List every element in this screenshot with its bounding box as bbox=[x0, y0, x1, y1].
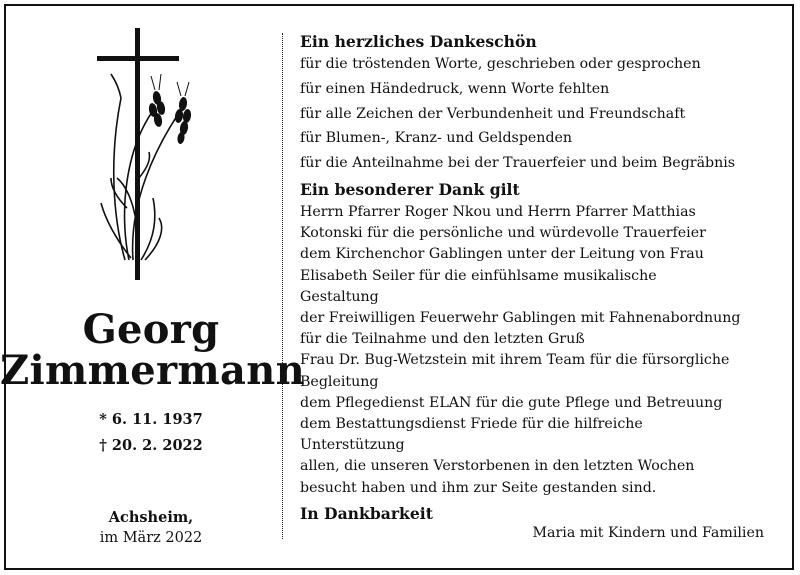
special-entry bbox=[300, 456, 770, 498]
special-thanks-list bbox=[300, 202, 770, 499]
thanks-line: für die tröstenden Worte, geschrieben oder gesprochen bbox=[300, 56, 701, 72]
life-dates bbox=[0, 407, 302, 459]
dotted-divider bbox=[282, 33, 284, 539]
special-entry bbox=[300, 202, 770, 244]
special-entry bbox=[300, 308, 770, 350]
death-date: † 20. 2. 2022 bbox=[99, 437, 203, 454]
entry-line: Begleitung bbox=[300, 373, 379, 390]
deceased-first-name: Georg bbox=[82, 306, 220, 353]
special-entry bbox=[300, 244, 770, 308]
entry-line: Frau Dr. Bug-Wetzstein mit ihrem Team für die fürsorgliche bbox=[300, 352, 730, 369]
place-city: Achsheim, bbox=[108, 509, 194, 526]
thanks-line: für alle Zeichen der Verbundenheit und Freundschaft bbox=[300, 105, 686, 122]
entry-line: Gestaltung bbox=[300, 288, 379, 305]
entry-line: Elisabeth Seiler für die einfühlsame musikalische bbox=[300, 267, 657, 284]
special-thanks-heading: Ein besonderer Dank gilt bbox=[300, 179, 520, 199]
entry-line: der Freiwilligen Feuerwehr Gablingen mit Fahnenabordnung bbox=[300, 310, 741, 326]
cross-with-wheat-icon bbox=[95, 28, 195, 280]
entry-line: besucht haben und ihm zur Seite gestanden sind. bbox=[300, 479, 657, 496]
entry-line: Kotonski für die persönliche und würdevolle Trauerfeier bbox=[300, 225, 706, 242]
thanks-list bbox=[300, 54, 770, 174]
special-entry bbox=[300, 350, 770, 392]
entry-line: Herrn Pfarrer Roger Nkou und Herrn Pfarrer Matthias bbox=[300, 203, 696, 220]
thanks-heading: Ein herzliches Dankeschön bbox=[300, 32, 537, 51]
thanks-line: für Blumen-, Kranz- und Geldspenden bbox=[300, 130, 573, 147]
signature: Maria mit Kindern und Familien bbox=[532, 525, 764, 541]
entry-line: dem Kirchenchor Gablingen unter der Leitung von Frau bbox=[300, 246, 704, 263]
thanks-text bbox=[300, 30, 770, 526]
entry-line: dem Bestattungsdienst Friede für die hilfreiche bbox=[300, 416, 643, 433]
notice-date: im März 2022 bbox=[99, 530, 203, 546]
birth-date: * 6. 11. 1937 bbox=[99, 411, 203, 428]
thanks-line: für die Anteilnahme bei der Trauerfeier und beim Begräbnis bbox=[300, 155, 736, 172]
special-entry bbox=[300, 393, 770, 414]
entry-line: dem Pflegedienst ELAN für die gute Pflege und Betreuung bbox=[300, 394, 723, 411]
entry-line: für die Teilnahme und den letzten Gruß bbox=[300, 331, 585, 348]
entry-line: Unterstützung bbox=[300, 437, 405, 454]
place-and-date bbox=[0, 507, 302, 549]
deceased-last-name: Zimmermann bbox=[0, 347, 305, 394]
special-entry bbox=[300, 414, 770, 456]
closing-heading: In Dankbarkeit bbox=[300, 503, 433, 523]
entry-line: allen, die unseren Verstorbenen in den letzten Wochen bbox=[300, 458, 695, 475]
thanks-line: für einen Händedruck, wenn Worte fehlten bbox=[300, 80, 610, 97]
